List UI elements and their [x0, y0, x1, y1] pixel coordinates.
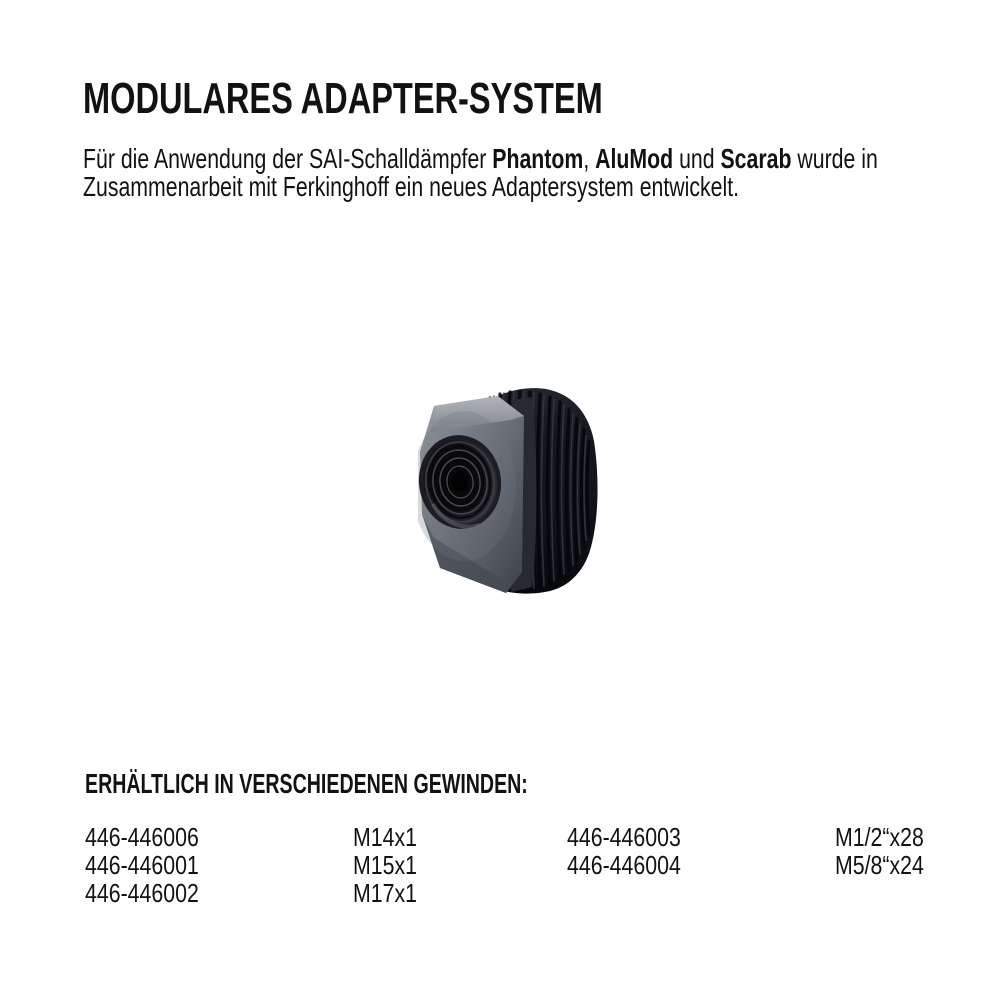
product-name-scarab: Scarab — [720, 143, 792, 174]
adapter-product-drawing — [418, 386, 603, 596]
thread-size-cell: M5/8“x24 — [835, 850, 924, 880]
thread-size-cell: M1/2“x28 — [835, 822, 924, 852]
thread-size-cell: M15x1 — [353, 850, 417, 880]
article-number-cell: 446-446002 — [85, 878, 199, 908]
intro-segment: , — [583, 143, 596, 174]
threads-section-heading — [85, 770, 718, 798]
adapter-product-image — [418, 386, 603, 596]
threads-section-heading-text: ERHÄLTLICH IN VERSCHIEDENEN GEWINDEN: — [85, 768, 528, 799]
product-name-phantom: Phantom — [492, 143, 584, 174]
intro-line-2: Zusammenarbeit mit Ferkinghoff ein neues Adaptersystem entwickelt. — [83, 170, 740, 202]
table-row — [85, 851, 965, 879]
article-number-cell: 446-446001 — [85, 850, 199, 880]
table-row — [85, 879, 965, 907]
intro-segment: und — [673, 143, 721, 174]
thread-size-cell: M17x1 — [353, 878, 417, 908]
article-number-cell: 446-446003 — [567, 822, 681, 852]
intro-paragraph — [83, 145, 1000, 200]
thread-size-cell: M14x1 — [353, 822, 417, 852]
page-title — [83, 74, 785, 123]
threads-table — [85, 823, 965, 907]
page-title-text: MODULARES ADAPTER-SYSTEM — [83, 74, 603, 123]
intro-segment: wurde in — [791, 143, 878, 174]
article-number-cell: 446-446004 — [567, 850, 681, 880]
intro-segment: Für die Anwendung der SAI-Schalldämpfer — [83, 143, 493, 174]
intro-line-1 — [83, 145, 878, 173]
table-row — [85, 823, 965, 851]
product-name-alumod: AluMod — [595, 143, 674, 174]
article-number-cell: 446-446006 — [85, 822, 199, 852]
